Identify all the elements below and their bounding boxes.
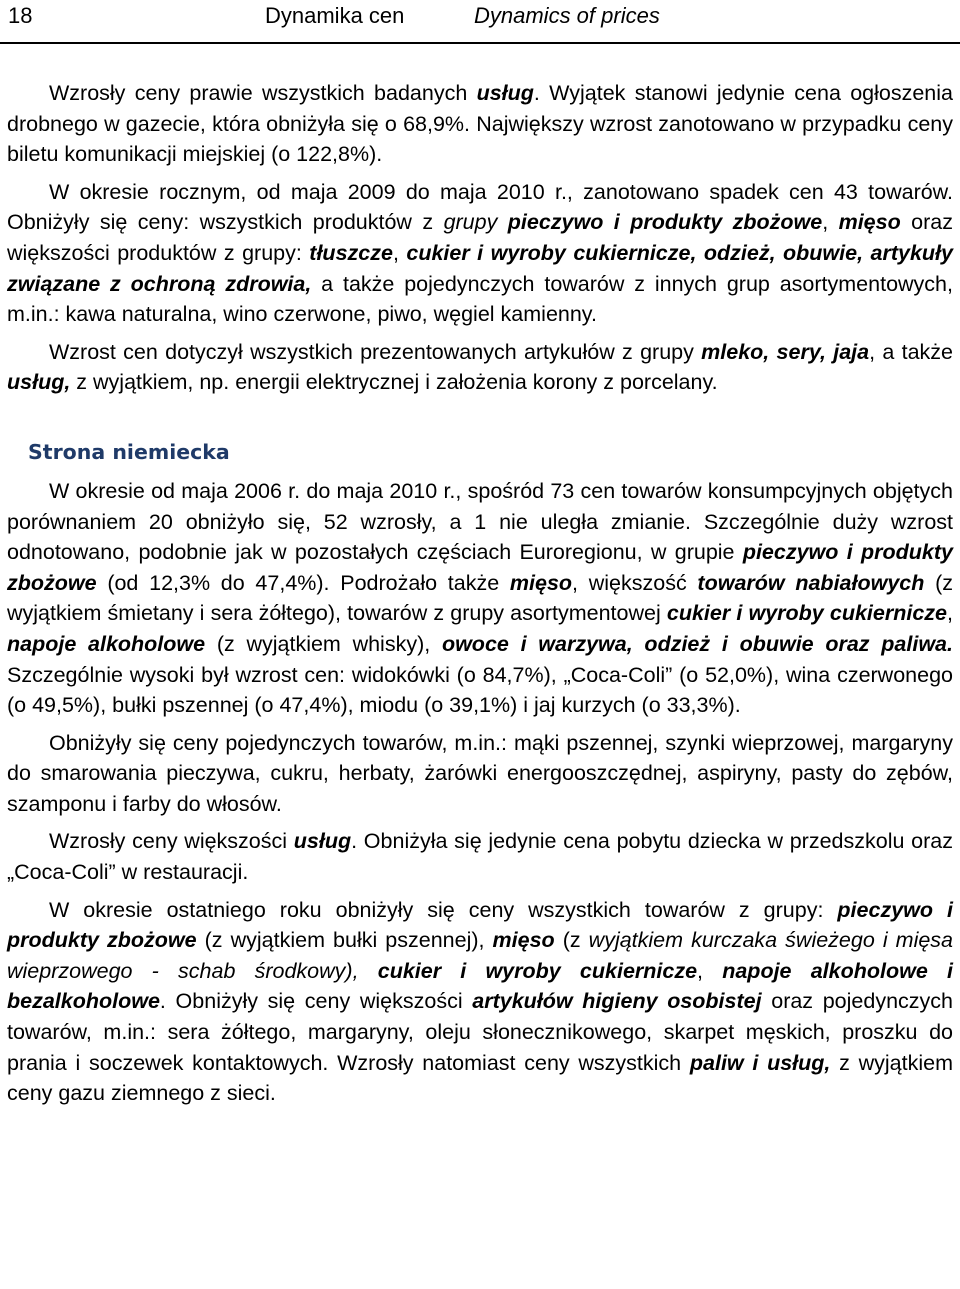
text-run: z wyjątkiem, np. energii elektrycznej i założenia korony z porcelany. [70, 370, 718, 395]
emphasis-run: cukier i wyroby cukiernicze [666, 601, 947, 626]
text-run: W okresie od maja 2006 r. do maja 2010 r., spośród 73 cen towarów konsumpcyjnych objętych porównaniem 20 obniżyło się, 52 wzrosły, a 1 nie uległa zmianie. Szczególnie duży wzrost odnotowano, podobnie jak w pozostałych częściach Euroregionu, w grupie [7, 478, 953, 565]
emphasis-run: cukier i wyroby cukiernicze, odzież, obuwie, artykuły związane z ochroną zdrowia, [7, 240, 953, 296]
emphasis-run: napoje alkoholowe [7, 631, 206, 656]
emphasis-run: mięso [492, 928, 555, 953]
emphasis-run: tłuszcze [309, 240, 393, 265]
emphasis-run: mięso [509, 570, 573, 595]
emphasis-run: pieczywo i produkty zbożowe [7, 540, 953, 595]
text-run: oraz większości produktów z grupy: [7, 210, 953, 265]
text-run: . Obniżyła się jedynie cena pobytu dziecka w przedszkolu oraz „Coca-Coli” w restauracji. [7, 829, 953, 885]
emphasis-run: pieczywo i produkty zbożowe [507, 210, 823, 235]
text-run [359, 959, 378, 983]
emphasis-run: napoje alkoholowe i bezalkoholowe [7, 958, 953, 1014]
text-run: , [822, 210, 839, 235]
running-title-pl: Dynamika cen [265, 3, 405, 28]
text-run: (z wyjątkiem whisky), [205, 631, 442, 656]
text-run: , [697, 958, 723, 983]
text-run: (z wyjątkiem bułki pszennej), [196, 928, 493, 953]
emphasis-run: artykułów higieny osobistej [472, 989, 762, 1014]
emphasis-run: owoce i warzywa, odzież i obuwie oraz paliwa. [441, 631, 953, 656]
text-run: Szczególnie wysoki był wzrost cen: widokówki (o 84,7%), „Coca-Coli” (o 52,0%), wina czerwonego (o 49,5%), bułki pszennej (o 47,4%), miodu (o 39,1%) i jaj kurzych (o 33,3%). [7, 662, 953, 718]
text-run: a także pojedynczych towarów z innych grup asortymentowych, m.in.: kawa naturalna, wino czerwone, piwo, węgiel kamienny. [7, 271, 953, 327]
text-run: Wzrosły ceny większości [49, 829, 294, 854]
text-run: (od 12,3% do 47,4%). Podrożało także [96, 570, 510, 595]
paragraph [7, 177, 953, 330]
paragraph [7, 476, 953, 721]
text-run: (z [554, 928, 589, 953]
paragraph [7, 337, 953, 398]
running-title-en: Dynamics of prices [474, 3, 660, 28]
emphasis-run: mleko, sery, jaja [701, 339, 870, 364]
emphasis-run: usług, [7, 370, 71, 395]
emphasis-run: grupy [443, 210, 508, 235]
section-heading: Strona niemiecka [28, 439, 230, 464]
page-header [0, 0, 960, 44]
page-number: 18 [8, 3, 33, 28]
emphasis-run: mięso [838, 210, 901, 235]
emphasis-run: usług [476, 81, 534, 105]
emphasis-run: paliw i usług, [689, 1050, 831, 1075]
text-run: , [947, 601, 953, 626]
section-germany [7, 476, 953, 1109]
text-run: Obniżyły się ceny pojedynczych towarów, m.in.: mąki pszennej, szynki wieprzowej, margaryny do smarowania pieczywa, cukru, herbaty, żarówki energooszczędnej, aspiryny, pasty do zębów, szamponu i farby do włosów. [7, 730, 953, 816]
text-run: . Obniżyły się ceny większości [159, 989, 473, 1014]
emphasis-run: usług [293, 829, 352, 854]
emphasis-run: towarów nabiałowych [697, 570, 925, 595]
text-run: Wzrost cen dotyczył wszystkich prezentowanych artykułów z grupy [49, 339, 702, 364]
text-run: , [392, 240, 407, 265]
emphasis-run: wyjątkiem kurczaka świeżego i mięsa wieprzowego - schab środkowy), [7, 928, 954, 983]
paragraph [7, 728, 953, 820]
text-run: z wyjątkiem ceny gazu ziemnego z sieci. [7, 1050, 953, 1106]
paragraph [7, 895, 953, 1109]
emphasis-run: cukier i wyroby cukiernicze [377, 958, 698, 983]
text-run: W okresie ostatniego roku obniżyły się ceny wszystkich towarów z grupy: [49, 897, 838, 922]
text-run: oraz pojedynczych towarów, m.in.: sera żółtego, margaryny, oleju słonecznikowego, skarpet męskich, proszku do prania i soczewek kontaktowych. Wzrosły natomiast ceny wszystkich [7, 989, 953, 1075]
paragraph [7, 826, 953, 887]
text-run: , większość [572, 570, 698, 595]
text-run: (z wyjątkiem śmietany i sera żółtego), towarów z grupy asortymentowej [7, 570, 954, 626]
text-run: . Wyjątek stanowi jedynie cena ogłoszenia drobnego w gazecie, która obniżyła się o 68,9%. Największy wzrost zanotowano w przypadku ceny biletu komunikacji miejskiej (o 122,8%). [7, 81, 953, 167]
section-poland [7, 78, 953, 398]
text-run: , a także [869, 339, 953, 364]
emphasis-run: pieczywo i produkty zbożowe [7, 897, 953, 953]
text-run: W okresie rocznym, od maja 2009 do maja 2010 r., zanotowano spadek cen 43 towarów. Obniżyły się ceny: wszystkich produktów z [7, 179, 953, 235]
paragraph [7, 78, 953, 170]
text-run: Wzrosły ceny prawie wszystkich badanych [49, 81, 477, 105]
document-body [7, 78, 953, 1109]
